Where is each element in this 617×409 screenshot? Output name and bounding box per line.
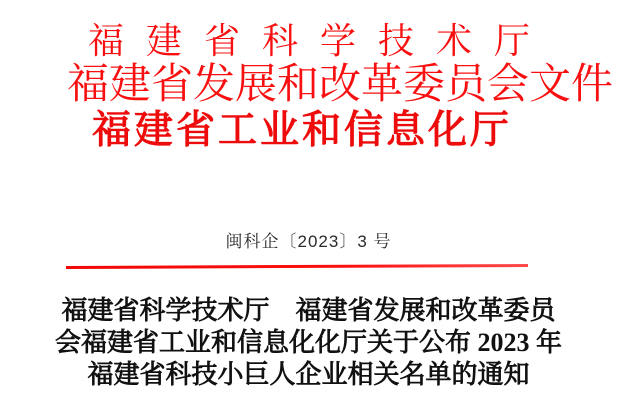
letterhead-agency-development-reform: 福建省发展和改革委员会文件	[67, 60, 614, 107]
letterhead-agency-science-tech: 福建省科学技术厅	[88, 20, 553, 61]
document-number: 闽科企〔2023〕3 号	[225, 232, 392, 251]
letterhead-agency-industry-information: 福建省工业和信息化厅	[92, 109, 513, 152]
notice-title	[0, 295, 617, 391]
notice-title-line-3: 福建省科技小巨人企业相关名单的通知	[87, 360, 530, 389]
notice-title-line-2: 会福建省工业和信息化化厅关于公布 2023 年	[54, 328, 562, 357]
letterhead-divider-rule	[66, 264, 528, 269]
notice-title-line-1: 福建省科学技术厅 福建省发展和改革委员	[61, 296, 556, 325]
